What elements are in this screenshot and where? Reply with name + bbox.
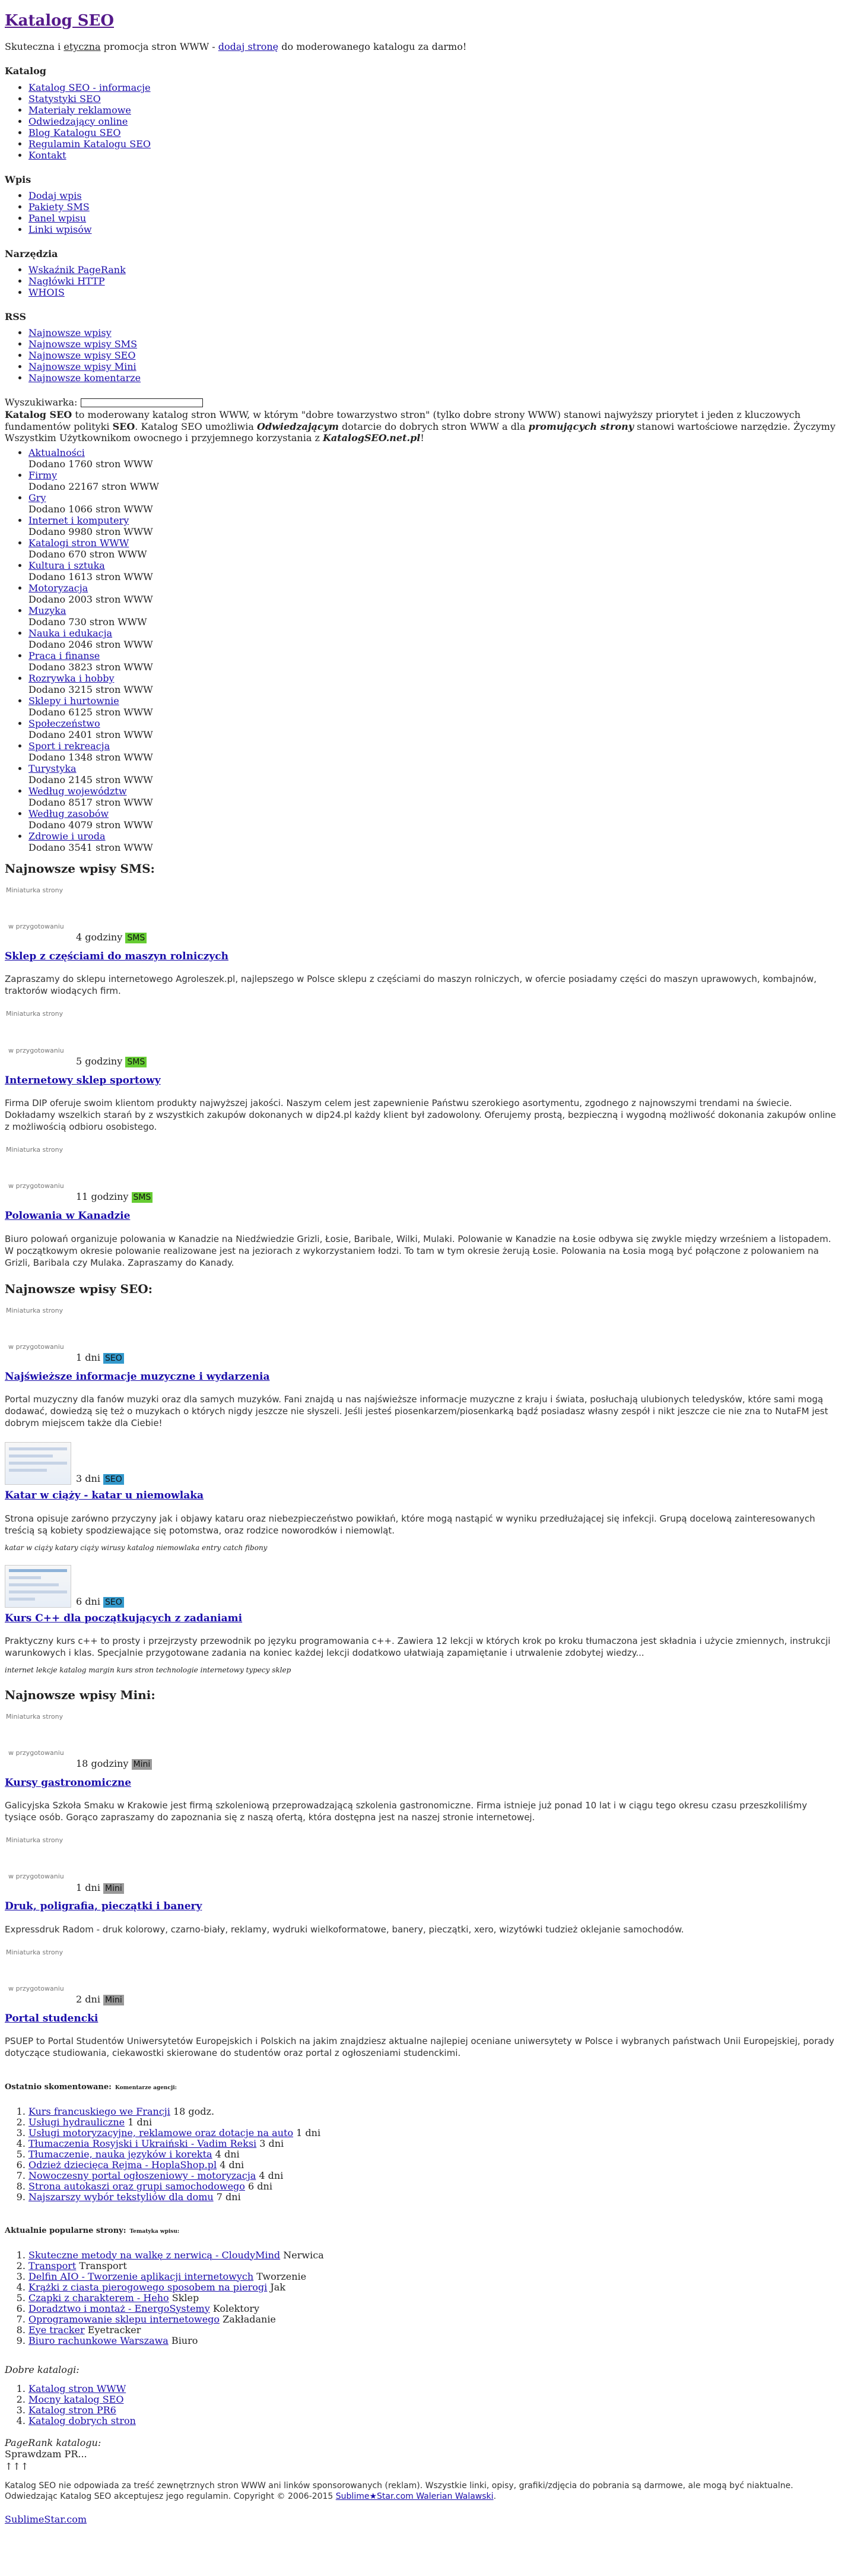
thumbnail-placeholder: Miniaturka strony (6, 1948, 63, 1956)
entry-title-link[interactable]: Katar w ciąży - katar u niemowlaka (5, 1490, 204, 1502)
nav-link-kontakt[interactable]: Kontakt (28, 149, 66, 161)
popular-link[interactable]: Biuro rachunkowe Warszawa (28, 2334, 169, 2346)
seo-badge: SEO (103, 1597, 124, 1608)
nav-link-blog[interactable]: Blog Katalogu SEO (28, 126, 121, 138)
nav-link-linki-wpisow[interactable]: Linki wpisów (28, 223, 92, 235)
category-count: Dodano 8517 stron WWW (28, 796, 153, 808)
entry-title (5, 2013, 840, 2024)
category-count: Dodano 2046 stron WWW (28, 638, 153, 650)
category-item (28, 785, 840, 808)
desc-text: dotarcie do dobrych stron WWW a dla (338, 420, 529, 432)
category-link[interactable]: Internet i komputery (28, 514, 129, 526)
site-thumbnail[interactable] (5, 1442, 71, 1485)
category-link[interactable]: Społeczeństwo (28, 717, 100, 729)
intro-part-2: promocja stron WWW - (100, 41, 218, 53)
entry-title-link[interactable]: Druk, poligrafia, pieczątki i banery (5, 1900, 202, 1913)
popular-topic: Nerwica (280, 2249, 324, 2261)
comment-age: 18 godz. (170, 2105, 215, 2117)
comment-item (28, 2192, 840, 2203)
good-catalog-item (28, 2394, 840, 2405)
category-link[interactable]: Według zasobów (28, 807, 109, 819)
thumb-row (5, 1442, 840, 1485)
up-arrows-icon[interactable]: ↑↑↑ (5, 2461, 29, 2473)
entry-tags: katar w ciąży katary ciąży wirusy katalog niemowlaka entry catch fibony (5, 1543, 268, 1552)
entry-title-link[interactable]: Kursy gastronomiczne (5, 1776, 132, 1789)
category-count: Dodano 6125 stron WWW (28, 706, 153, 718)
category-count: Dodano 2401 stron WWW (28, 728, 153, 740)
preparation-note: w przygotowaniu (8, 1985, 64, 1992)
category-count: Dodano 730 stron WWW (28, 616, 147, 628)
nav-link-dodaj-wpis[interactable]: Dodaj wpis (28, 189, 82, 201)
entry-title (5, 1490, 840, 1501)
thumbnail-placeholder: Miniaturka strony (6, 1306, 63, 1314)
nav-link-online[interactable]: Odwiedzający online (28, 115, 128, 127)
comment-age: 4 dni (212, 2148, 240, 2160)
category-count: Dodano 9980 stron WWW (28, 525, 153, 537)
seo-heading: Najnowsze wpisy SEO: (5, 1281, 153, 1296)
entry-time: 18 godziny (76, 1758, 129, 1770)
entry-meta (76, 1596, 124, 1608)
category-link[interactable]: Nauka i edukacja (28, 627, 113, 639)
entry-title-link[interactable]: Internetowy sklep sportowy (5, 1074, 161, 1086)
comment-link[interactable]: Usługi motoryzacyjne, reklamowe oraz dotacje na auto (28, 2127, 294, 2138)
nav-item (28, 138, 840, 150)
category-item (28, 447, 840, 470)
nav-item (28, 82, 840, 93)
comment-item (28, 2149, 840, 2160)
category-link[interactable]: Gry (28, 492, 46, 503)
category-item (28, 763, 840, 785)
rss-link-seo[interactable]: Najnowsze wpisy SEO (28, 350, 136, 362)
nav-item (28, 275, 840, 287)
entry-time: 6 dni (76, 1596, 100, 1608)
entry-title-link[interactable]: Najświeższe informacje muzyczne i wydarzenia (5, 1370, 270, 1383)
preparation-note: w przygotowaniu (8, 1342, 64, 1351)
good-catalog-item (28, 2405, 840, 2416)
desc-bold-promujacych: promujących strony (528, 420, 634, 432)
pagerank-heading: PageRank katalogu: (5, 2436, 101, 2448)
comment-item (28, 2181, 840, 2192)
search-row (5, 397, 840, 408)
popular-topic: Zakładanie (220, 2313, 276, 2325)
entry-meta (76, 1352, 840, 1364)
mini-entry (5, 1713, 840, 1824)
footer-author-link[interactable]: Sublime★Star.com Walerian Walawski (335, 2492, 494, 2502)
site-title-link[interactable]: Katalog SEO (5, 12, 114, 30)
nav-link-statystyki[interactable]: Statystyki SEO (28, 93, 101, 104)
entry-title-link[interactable]: Portal studencki (5, 2012, 99, 2024)
popular-link[interactable]: Oprogramowanie sklepu internetowego (28, 2313, 220, 2325)
site-thumbnail[interactable] (5, 1565, 71, 1608)
popular-link[interactable]: Skuteczne metody na walkę z nerwicą - CloudyMind (28, 2249, 281, 2261)
nav-katalog-title: Katalog (5, 65, 46, 77)
comment-age: 4 dni (217, 2159, 244, 2171)
category-link[interactable]: Firmy (28, 469, 58, 481)
comments-list (5, 2106, 840, 2203)
nav-link-panel-wpisu[interactable]: Panel wpisu (28, 212, 87, 224)
nav-wpis-list (5, 190, 840, 235)
popular-topic: Biuro (168, 2334, 198, 2346)
entry-title-link[interactable]: Sklep z częściami do maszyn rolniczych (5, 950, 228, 963)
desc-text: to moderowany katalog stron WWW, w którym "dobre towarzystwo stron" (tylko dobre strony WWW) stanowi najwyższy priorytet i jeden z kluczowych fundamentów polityki (5, 409, 800, 432)
search-label: Wyszukiwarka: (5, 397, 78, 408)
entry-meta (76, 1191, 840, 1203)
popular-link[interactable]: Eye tracker (28, 2324, 85, 2336)
search-input[interactable] (81, 398, 203, 407)
popular-subheading: Tematyka wpisu: (129, 2228, 180, 2235)
entry-description: PSUEP to Portal Studentów Uniwersytetów Europejskich i Polskich na jakim znajdziesz aktualne najlepiej oceniane uniwersytety w Polsce i wybranych państwach Unii Europejskiej, porady dotyczące studiowania, ciekawostki skierowane do studentów oraz portal z ogłoszeniami studenckimi. (5, 2036, 834, 2059)
nav-link-pakiety-sms[interactable]: Pakiety SMS (28, 201, 90, 213)
entry-time: 5 godziny (76, 1055, 123, 1067)
good-catalog-item (28, 2416, 840, 2426)
nav-link-whois[interactable]: WHOIS (28, 286, 65, 298)
category-item (28, 831, 840, 853)
popular-link[interactable]: Delfin AIO - Tworzenie aplikacji internetowych (28, 2270, 254, 2282)
entry-description: Galicyjska Szkoła Smaku w Krakowie jest firmą szkoleniową przeprowadzającą szkolenia gastronomiczne. Firma istnieje już ponad 10 lat i w ciągu tego okresu czasu przeszkoliliśmy tysiące osób. Gorąco zapraszamy do zapoznania się z naszą ofertą, która dostępna jest na naszej stronie internetowej. (5, 1800, 808, 1823)
seo-badge: SEO (103, 1353, 124, 1364)
nav-item (28, 150, 840, 161)
nav-item (28, 287, 840, 298)
popular-item (28, 2314, 840, 2325)
comment-link[interactable]: Najszarszy wybór tekstyliów dla domu (28, 2191, 214, 2203)
popular-topic: Transport (76, 2260, 127, 2271)
category-link[interactable]: Turystyka (28, 762, 77, 774)
category-item (28, 808, 840, 831)
popular-item (28, 2336, 840, 2346)
entry-time: 1 dni (76, 1881, 100, 1893)
nav-narzedzia-title: Narzędzia (5, 248, 58, 259)
entry-meta (76, 1056, 840, 1067)
entry-title (5, 1777, 840, 1789)
comments-heading (5, 2083, 840, 2092)
entry-time: 2 dni (76, 1994, 100, 2005)
page-title (5, 12, 840, 30)
entry-tags: internet lekcje katalog margin kurs stron technologie internetowy typecy sklep (5, 1666, 291, 1675)
comment-link[interactable]: Tłumaczenie, nauka języków i korekta (28, 2148, 212, 2160)
sms-badge: SMS (125, 933, 147, 943)
category-item (28, 628, 840, 650)
category-item (28, 650, 840, 673)
comment-link[interactable]: Strona autokaszi oraz grupi samochodowego (28, 2180, 245, 2192)
entry-title (5, 1210, 840, 1222)
entry-meta (76, 1758, 840, 1770)
nav-item (28, 201, 840, 213)
entry-title (5, 1900, 840, 1912)
comment-age: 1 dni (293, 2127, 321, 2138)
sms-entry (5, 1146, 840, 1269)
category-count: Dodano 1760 stron WWW (28, 458, 153, 470)
comment-item (28, 2138, 840, 2149)
entry-description: Praktyczny kurs c++ to prosty i przejrzysty przewodnik po języku programowania c++. Zawiera 12 lekcji w których krok po kroku tłumaczona jest składnia i użycie zmiennych, instrukcji warunkowych i klas. Specjalnie przygotowane zadania na koniec każdej lekcji dodatkowo ułatwiają zapamiętanie i utrwalenie zdobytej wiedzy... (5, 1636, 831, 1659)
nav-item (28, 224, 840, 235)
intro-part-1: Skuteczna i (5, 41, 64, 53)
category-count: Dodano 2145 stron WWW (28, 774, 153, 785)
comment-item (28, 2128, 840, 2138)
category-link[interactable]: Sport i rekreacja (28, 740, 110, 752)
category-count: Dodano 1066 stron WWW (28, 503, 153, 515)
nav-item (28, 93, 840, 104)
footer-site (5, 2514, 840, 2525)
popular-topic: Tworzenie (253, 2270, 307, 2282)
sms-entry (5, 1010, 840, 1133)
nav-link-naglowki[interactable]: Nagłówki HTTP (28, 275, 105, 287)
good-catalog-link[interactable]: Katalog stron PR6 (28, 2404, 116, 2416)
category-item (28, 537, 840, 560)
popular-link[interactable]: Doradztwo i montaż - EnergoSystemy (28, 2302, 210, 2314)
nav-katalog-list (5, 82, 840, 161)
entry-description: Expressdruk Radom - druk kolorowy, czarno-biały, reklamy, wydruki wielkoformatowe, banery, pieczątki, xero, wizytówki tudzież oklejanie samochodów. (5, 1924, 684, 1935)
popular-item (28, 2303, 840, 2314)
category-item (28, 740, 840, 763)
category-count: Dodano 2003 stron WWW (28, 593, 153, 605)
nav-link-regulamin[interactable]: Regulamin Katalogu SEO (28, 138, 151, 150)
intro-text (5, 41, 840, 52)
nav-item (28, 190, 840, 201)
comment-link[interactable]: Kurs francuskiego we Francji (28, 2105, 170, 2117)
comment-link[interactable]: Tłumaczenia Rosyjski i Ukraiński - Vadim Reksi (28, 2137, 257, 2149)
entry-time: 11 godziny (76, 1191, 129, 1203)
category-count: Dodano 3541 stron WWW (28, 841, 153, 853)
desc-text: ! (420, 432, 424, 443)
preparation-note: w przygotowaniu (8, 1748, 64, 1757)
popular-heading (5, 2226, 840, 2236)
mini-badge: Mini (103, 1883, 124, 1894)
category-item (28, 718, 840, 740)
thumbnail-placeholder: Miniaturka strony (6, 1712, 63, 1720)
popular-heading-text: Aktualnie popularne strony: (5, 2226, 126, 2235)
intro-part-3: do moderowanego katalogu za darmo! (278, 41, 467, 53)
category-item (28, 695, 840, 718)
thumbnail-placeholder: Miniaturka strony (6, 1146, 63, 1154)
preparation-note: w przygotowaniu (8, 923, 64, 931)
popular-list (5, 2250, 840, 2346)
comment-age: 4 dni (256, 2169, 284, 2181)
popular-item (28, 2325, 840, 2336)
footer-text (5, 2480, 840, 2502)
sms-badge: SMS (132, 1192, 153, 1203)
entry-title (5, 1371, 840, 1383)
nav-narzedzia-list (5, 264, 840, 298)
popular-item (28, 2293, 840, 2303)
catalog-description (5, 409, 840, 443)
entry-description: Portal muzyczny dla fanów muzyki oraz dla samych muzyków. Fani znajdą u nas najświeższe informacje muzyczne z kraju i świata, posłuchają ulubionych teledysków, które sami mogą dodawać, dowiedzą się też o muzykach o których nigdy jeszcze nie słyszeli. Jeśli jesteś piosenkarzem/piosenkarką bądź posiadasz własny zespół i nikt jeszcze cie nie zna to NutaFM jest dobrym miejscem także dla Ciebie! (5, 1394, 828, 1429)
nav-item (28, 116, 840, 127)
category-link[interactable]: Muzyka (28, 604, 66, 616)
category-item (28, 492, 840, 515)
category-count: Dodano 3823 stron WWW (28, 661, 153, 673)
entry-title (5, 950, 840, 962)
preparation-note: w przygotowaniu (8, 1872, 64, 1881)
category-item (28, 515, 840, 537)
desc-bold-seo: SEO (112, 420, 135, 432)
preparation-note: w przygotowaniu (8, 1046, 64, 1054)
category-item (28, 582, 840, 605)
desc-bold-odwiedzajacym: Odwiedzającym (257, 420, 339, 432)
comment-link[interactable]: Odzież dziecięca Rejma - HoplaShop.pl (28, 2159, 217, 2171)
nav-item (28, 338, 840, 350)
nav-rss-title: RSS (5, 310, 27, 322)
thumb-row (5, 1565, 840, 1608)
rss-link-mini[interactable]: Najnowsze wpisy Mini (28, 361, 136, 373)
entry-meta (76, 1882, 840, 1894)
desc-text: . Katalog SEO umożliwia (135, 420, 258, 432)
popular-topic: Jak (267, 2281, 286, 2293)
sms-entry (5, 886, 840, 997)
comments-heading-text: Ostatnio skomentowane: (5, 2083, 112, 2092)
good-catalog-link[interactable]: Katalog stron WWW (28, 2382, 126, 2394)
mini-entry (5, 1948, 840, 2059)
popular-link[interactable]: Transport (28, 2260, 77, 2271)
entry-description: Firma DIP oferuje swoim klientom produkty najwyższej jakości. Naszym celem jest zapewnienie Państwu szerokiego asortymentu, zgodnego z najnowszymi trendami na świecie. Dokładamy wszelkich starań by z wszystkich zakupów dokonanych w dip24.pl każdy klient był zadowolony. Oferujemy prostą, bezpieczną i wygodną możliwość dokonania zakupów online z możliwością odbioru osobistego. (5, 1098, 836, 1132)
category-link[interactable]: Sklepy i hurtownie (28, 695, 119, 706)
category-item (28, 673, 840, 695)
intro-etyczna: etyczna (63, 41, 101, 53)
comment-item (28, 2117, 840, 2128)
seo-entry (5, 1442, 840, 1552)
comment-item (28, 2171, 840, 2181)
add-site-link[interactable]: dodaj stronę (218, 41, 279, 53)
category-link[interactable]: Rozrywka i hobby (28, 672, 115, 684)
entry-time: 4 godziny (76, 931, 123, 943)
entry-description: Biuro polowań organizuje polowania w Kanadzie na Niedźwiedzie Grizli, Łosie, Baribale, Wilki, Mulaki. Polowanie w Kanadzie na Łosie odbywa się zwykle między wrześniem a listopadem. W początkowym okresie polowanie realizowane jest na jeziorach z wykorzystaniem łodzi. To tam w tym okresie żerują Łosie. Polowania na Łosia mogą być połączone z polowaniem na Grizli, Baribala czy Mulaka. Zapraszamy do Kanady. (5, 1233, 831, 1268)
rss-link-sms[interactable]: Najnowsze wpisy SMS (28, 338, 138, 350)
entry-meta (76, 931, 840, 943)
nav-link-materialy[interactable]: Materiały reklamowe (28, 104, 131, 116)
popular-link[interactable]: Czapki z charakterem - Heho (28, 2292, 169, 2303)
nav-item (28, 264, 840, 275)
nav-item (28, 213, 840, 224)
category-item (28, 605, 840, 628)
category-link[interactable]: Praca i finanse (28, 649, 100, 661)
category-item (28, 470, 840, 492)
popular-link[interactable]: Krążki z ciasta pierogowego sposobem na pierogi (28, 2281, 268, 2293)
popular-item (28, 2282, 840, 2293)
rss-link-najnowsze[interactable]: Najnowsze wpisy (28, 327, 112, 339)
nav-link-pagerank[interactable]: Wskaźnik PageRank (28, 264, 126, 275)
comment-age: 7 dni (213, 2191, 241, 2203)
entry-title (5, 1612, 840, 1624)
entry-title (5, 1075, 840, 1086)
category-link[interactable]: Motoryzacja (28, 582, 88, 594)
desc-bold-katalog: Katalog SEO (5, 409, 72, 421)
thumbnail-placeholder: Miniaturka strony (6, 1836, 63, 1845)
nav-wpis-title: Wpis (5, 173, 31, 185)
entry-description: Strona opisuje zarówno przyczyny jak i objawy kataru oraz niebezpieczeństwo powikłań, które mogą nastąpić w wyniku przedłużającej się infekcji. Grupą docelową zainteresowanych treścią są kobiety spodziewające się potomstwa, oraz rodzice noworodków i niemowląt. (5, 1513, 815, 1536)
nav-item (28, 327, 840, 338)
footer-end: . (493, 2492, 497, 2502)
category-link[interactable]: Według województw (28, 785, 127, 797)
category-link[interactable]: Katalogi stron WWW (28, 537, 129, 549)
sms-heading: Najnowsze wpisy SMS: (5, 861, 155, 876)
entry-time: 1 dni (76, 1351, 100, 1363)
popular-topic: Sklep (169, 2292, 199, 2303)
good-catalog-link[interactable]: Mocny katalog SEO (28, 2393, 124, 2405)
popular-item (28, 2261, 840, 2271)
good-catalog-link[interactable]: Katalog dobrych stron (28, 2415, 136, 2426)
comment-age: 6 dni (244, 2180, 272, 2192)
category-list (5, 447, 840, 853)
category-count: Dodano 1613 stron WWW (28, 571, 153, 582)
category-count: Dodano 4079 stron WWW (28, 819, 153, 831)
footer-site-link[interactable]: SublimeStar.com (5, 2514, 87, 2526)
entry-meta (76, 1473, 124, 1485)
mini-entry (5, 1836, 840, 1935)
nav-item (28, 372, 840, 384)
comment-age: 1 dni (125, 2116, 153, 2128)
popular-item (28, 2250, 840, 2261)
comment-item (28, 2160, 840, 2171)
category-link[interactable]: Aktualności (28, 446, 85, 458)
category-count: Dodano 3215 stron WWW (28, 683, 153, 695)
nav-link-informacje[interactable]: Katalog SEO - informacje (28, 81, 151, 93)
category-count: Dodano 670 stron WWW (28, 548, 147, 560)
entry-meta (76, 1994, 840, 2005)
seo-entry (5, 1307, 840, 1430)
comment-age: 3 dni (256, 2137, 284, 2149)
category-item (28, 560, 840, 582)
good-catalogs-heading: Dobre katalogi: (5, 2363, 80, 2375)
mini-badge: Mini (103, 1995, 124, 2005)
thumbnail-placeholder: Miniaturka strony (6, 886, 63, 894)
pagerank-status: Sprawdzam PR... (5, 2448, 87, 2460)
entry-title-link[interactable]: Polowania w Kanadzie (5, 1210, 131, 1222)
entry-time: 3 dni (76, 1473, 100, 1485)
comment-link[interactable]: Usługi hydrauliczne (28, 2116, 125, 2128)
pagerank-block (5, 2437, 840, 2473)
entry-description: Zapraszamy do sklepu internetowego Agroleszek.pl, najlepszego w Polsce sklepu z częściami do maszyn rolniczych, w ofercie posiadamy części do maszyn uprawowych, kombajnów, traktorów wiodących firm. (5, 974, 817, 997)
nav-item (28, 104, 840, 116)
category-count: Dodano 22167 stron WWW (28, 480, 159, 492)
good-catalog-item (28, 2384, 840, 2394)
preparation-note: w przygotowaniu (8, 1182, 64, 1190)
good-catalogs-list (5, 2384, 840, 2426)
desc-bold-site: KatalogSEO.net.pl (323, 432, 421, 443)
nav-item (28, 361, 840, 372)
mini-heading: Najnowsze wpisy Mini: (5, 1687, 155, 1702)
category-count: Dodano 1348 stron WWW (28, 751, 153, 763)
rss-link-komentarze[interactable]: Najnowsze komentarze (28, 372, 141, 384)
category-link[interactable]: Zdrowie i uroda (28, 830, 106, 842)
comment-link[interactable]: Nowoczesny portal ogłoszeniowy - motoryzacja (28, 2169, 256, 2181)
seo-entry (5, 1565, 840, 1675)
nav-item (28, 350, 840, 361)
comment-item (28, 2106, 840, 2117)
sms-badge: SMS (125, 1057, 147, 1067)
nav-rss-list (5, 327, 840, 384)
category-link[interactable]: Kultura i sztuka (28, 559, 105, 571)
comments-subheading: Komentarze agencji: (115, 2085, 177, 2092)
popular-item (28, 2271, 840, 2282)
thumbnail-placeholder: Miniaturka strony (6, 1010, 63, 1018)
desc-text: stanowi wartościowe narzędzie. Życzymy Wszystkim Użytkownikom owocnego i przyjemnego korzystania z (5, 420, 836, 443)
footer-disclaimer: Katalog SEO nie odpowiada za treść zewnętrznych stron WWW ani linków sponsorowanych (reklam). Wszystkie linki, opisy, grafiki/zdjęcia do pobrania są darmowe, ale mogą być niaktualne. Odwiedzając Katalog SEO akceptujesz jego regulamin. Copyright © 2006-2015 (5, 2481, 793, 2502)
mini-badge: Mini (132, 1759, 153, 1770)
popular-topic: Eyetracker (84, 2324, 141, 2336)
popular-topic: Kolektory (209, 2302, 260, 2314)
seo-badge: SEO (103, 1474, 124, 1485)
nav-item (28, 127, 840, 138)
entry-title-link[interactable]: Kurs C++ dla początkujących z zadaniami (5, 1612, 243, 1624)
